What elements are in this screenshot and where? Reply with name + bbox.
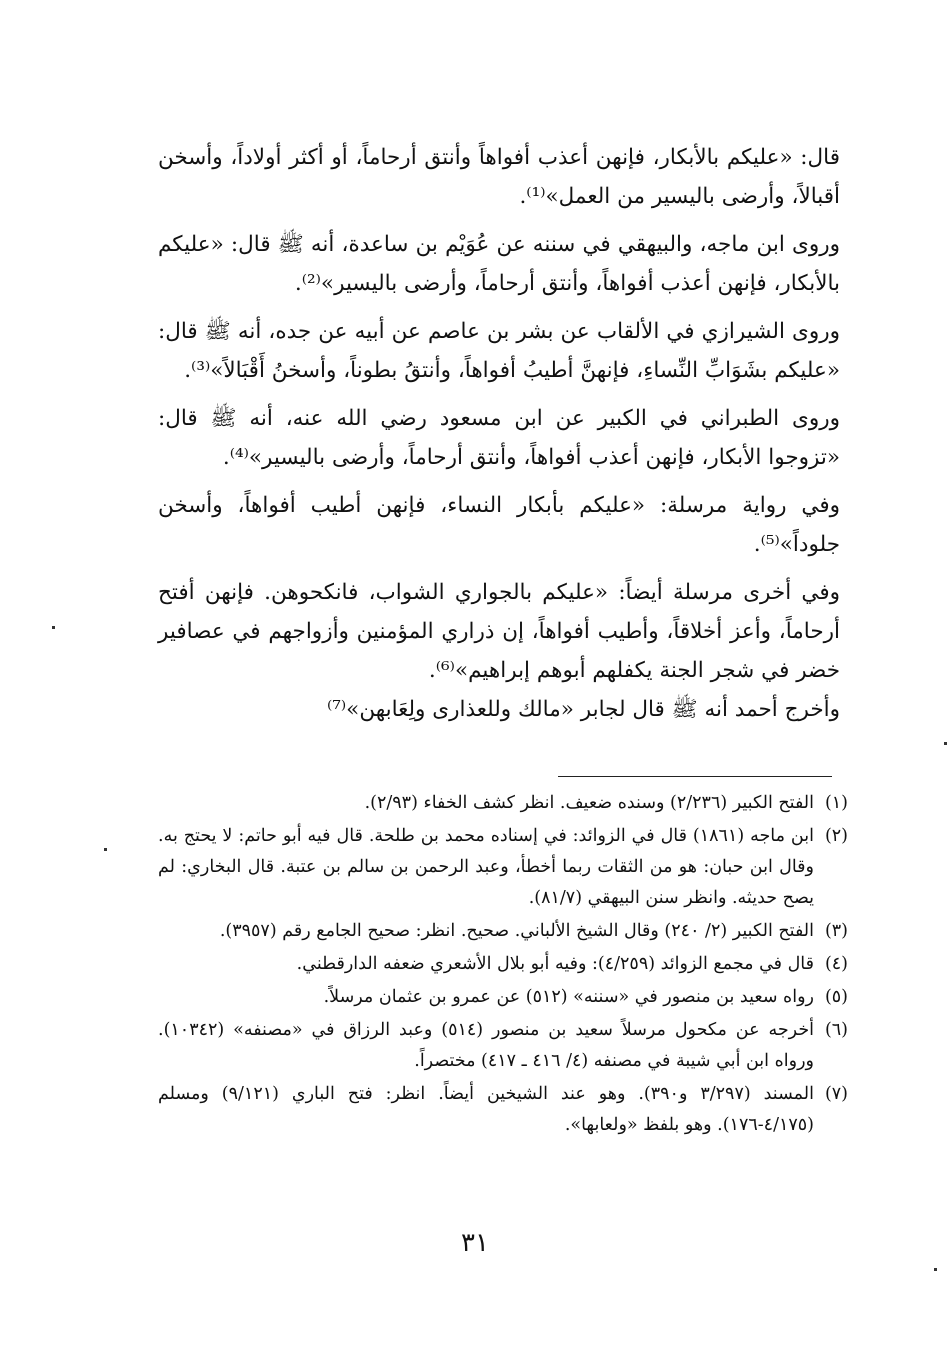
footnote-number: (٥) xyxy=(824,987,848,1007)
footnote-number: (١) xyxy=(824,793,848,813)
footnote-text: الفتح الكبير (٢/ ٢٤٠) وقال الشيخ الألباني. صحيح. انظر: صحيح الجامع رقم (٣٩٥٧). xyxy=(219,921,814,941)
footnote-text: أخرجه عن مكحول مرسلاً سعيد بن منصور (٥١٤) وعبد الرزاق في «مصنفه» (١٠٣٤٢). ورواه ابن أبي شيبة في مصنفه (٤/ ٤١٦ ـ ٤١٧) مختصراً. xyxy=(158,1020,814,1071)
footnote-text: قال في مجمع الزوائد (٤/٢٥٩): وفيه أبو بلال الأشعري ضعفه الدارقطني. xyxy=(296,954,814,974)
scan-speck xyxy=(104,848,107,851)
main-text xyxy=(158,138,840,729)
footnote-3 xyxy=(158,916,848,947)
paragraph-3: وروى الشيرازي في الألقاب عن بشر بن عاصم عن أبيه عن جده، أنه ﷺ قال: «عليكم بشَوَابِّ النِّساءِ، فإنهنَّ أطيبُ أفواهاً، وأنتقُ بطوناً، وأسخنُ أَقْبَالاً»⁽³⁾. xyxy=(158,319,840,383)
footnote-number: (٤) xyxy=(824,954,848,974)
footnote-number: (٦) xyxy=(824,1020,848,1040)
footnote-5 xyxy=(158,982,848,1013)
footnote-text: المسند (٣/٢٩٧ و٣٩٠). وهو عند الشيخين أيضاً. انظر: فتح الباري (٩/١٢١) ومسلم (٤/١٧٥-١٧٦). وهو بلفظ «ولعابها». xyxy=(158,1084,814,1135)
paragraph-5: وفي رواية مرسلة: «عليكم بأبكار النساء، فإنهن أطيب أفواهاً، وأسخن جلوداً»⁽⁵⁾. xyxy=(158,493,840,557)
scan-speck xyxy=(52,626,55,629)
paragraph-1: قال: «عليكم بالأبكار، فإنهن أعذب أفواهاً وأنتق أرحاماً، أو أكثر أولاداً، وأسخن أقبالاً، وأرضى باليسير من العمل»⁽¹⁾. xyxy=(158,145,840,209)
footnote-text: الفتح الكبير (٢/٢٣٦) وسنده ضعيف. انظر كشف الخفاء (٢/٩٣). xyxy=(364,793,814,813)
paragraph-4: وروى الطبراني في الكبير عن ابن مسعود رضي الله عنه، أنه ﷺ قال: «تزوجوا الأبكار، فإنهن أعذب أفواهاً، وأنتق أرحاماً، وأرضى باليسير»⁽⁴⁾. xyxy=(158,406,840,470)
footnote-2 xyxy=(158,821,848,914)
footnote-separator xyxy=(558,776,832,777)
scan-speck xyxy=(934,1268,937,1271)
paragraph-6: وفي أخرى مرسلة أيضاً: «عليكم بالجواري الشواب، فانكحوهن. فإنهن أفتح أرحاماً، وأعز أخلاقاً، وأطيب أفواهاً، إن ذراري المؤمنين وأزواجهم في عصافير خضر في شجر الجنة يكفلهم أبوهم إبراهيم»⁽⁶⁾. xyxy=(158,580,840,683)
page-number: ٣١ xyxy=(461,1228,489,1258)
footnote-number: (٢) xyxy=(824,826,848,846)
footnote-text: ابن ماجه (١٨٦١) قال في الزوائد: في إسناده محمد بن طلحة. قال فيه أبو حاتم: لا يحتج به. وقال ابن حبان: هو من الثقات ربما أخطأ، وعبد الرحمن بن سالم بن عتبة. قال البخاري: لم يصح حديثه. وانظر سنن البيهقي (٨١/٧). xyxy=(158,826,814,908)
footnote-number: (٣) xyxy=(824,921,848,941)
footnote-6 xyxy=(158,1015,848,1077)
paragraph-7: وأخرج أحمد أنه ﷺ قال لجابر «مالك وللعذارى ولِعَابهن»⁽⁷⁾ xyxy=(326,697,840,722)
footnote-7 xyxy=(158,1079,848,1141)
footnote-4 xyxy=(158,949,848,980)
scan-speck xyxy=(944,742,947,745)
footnote-text: رواه سعيد بن منصور في «سننه» (٥١٢) عن عمرو بن عثمان مرسلاً. xyxy=(323,987,814,1007)
footnotes xyxy=(158,788,848,1143)
footnote-number: (٧) xyxy=(824,1084,848,1104)
paragraph-2: وروى ابن ماجه، والبيهقي في سننه عن عُوَيْم بن ساعدة، أنه ﷺ قال: «عليكم بالأبكار، فإنهن أعذب أفواهاً، وأنتق أرحاماً، وأرضى باليسير»⁽²⁾. xyxy=(158,232,840,296)
footnote-1 xyxy=(158,788,848,819)
